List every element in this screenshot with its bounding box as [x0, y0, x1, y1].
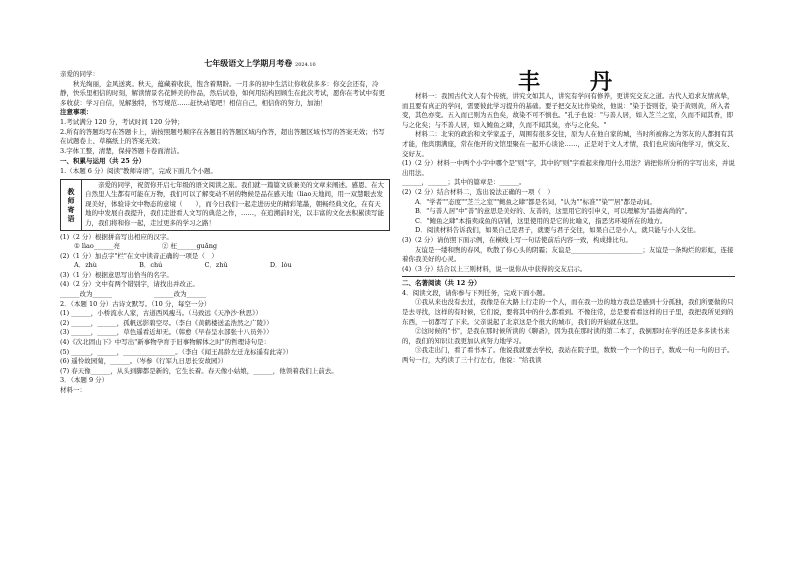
question-3-material: 材料一： — [60, 386, 86, 394]
question-1-1: (1)（2 分）根据拼音写出相应的汉字。 — [60, 232, 173, 241]
teacher-message-label — [61, 180, 82, 230]
question-3-1: (1)（2 分）材料一中两个小字中哪个是"则"字，其中的"则"字看起来像用什么用法？请把你所分析的字写出来，并说出用法。 — [402, 159, 735, 177]
question-1-4: (4)（2 分）文中有两个错别字，请找出并改正。 — [60, 280, 199, 289]
title-date: 2024.10 — [295, 62, 316, 68]
question-3-2: (2)（2 分）结合材料二，选出说法正确的一项（ ） — [402, 187, 554, 196]
label-char: 教 — [67, 186, 75, 196]
question-1-2-options — [60, 261, 390, 271]
option-3-2a: A．"学者""态度""芝兰之室""鲍鱼之肆"都是名词，"认为""标准""染""居"都是动词。 — [415, 197, 657, 206]
question-4: 4．阅读文段，请你参与下列任务，完成下面小题。 — [402, 288, 550, 297]
option-1b: ② 枉______guǎng — [161, 242, 218, 251]
question-3-4: (4)（3 分）结合以上三则材料，说一说你从中获得的交友启示。 — [402, 264, 587, 273]
question-3: 3．（本题 9 分） — [60, 376, 109, 385]
notice-3: 3.字体工整，清楚，保持答题卡卷面清洁。 — [60, 146, 184, 155]
teacher-message-box — [60, 179, 390, 231]
question-3-1-answer: ______，______；其中的篇章是：______。 — [402, 178, 526, 187]
question-1-4-answers — [60, 290, 390, 300]
q2-item-2: (2) ______，______，孤帆远影碧空尽。（李白《黄鹤楼送孟浩然之广陵》） — [60, 318, 273, 327]
question-2: 2．（本题 10 分）古诗文默写。（10 分，每空一分） — [60, 299, 211, 308]
answer-2: ______改为______ — [154, 290, 207, 299]
answer-1: ______改为______ — [60, 290, 112, 299]
notice-1: 1.考试满分 120 分，考试时间 120 分钟； — [60, 117, 184, 126]
question-1-3: (3)（1 分）根据意思写出恰当的名字。 — [60, 270, 173, 279]
option-b: B．chú — [139, 261, 163, 270]
q2-item-4: (4)《次北固山下》中写出"新事物孕育于旧事物解体之时"的哲理诗句是： — [60, 338, 271, 347]
title-text: 七年级语文上学期月考卷 — [204, 58, 293, 68]
passage-p1: ①我从来也没有去过，我像是在大路上行走的一个人，而在我一边的地方我总是感到十分孤独，我们所要做的只是去寻找，这样的有时候，它们说，要将其中的什么都看到。不像往常，总是要看看这样的日子里，我把我所见到的东西，一切都写了下来。父亲说起了北京这是个很大的城市，我们的开始就在这里。 — [402, 298, 734, 326]
teacher-message-text: 亲爱的同学，祝贺你开启七年级的语文阅读之旅。我们就一篇篇文质兼美的文章来阐述。感恩、在大自然里人生都有可能在万物，我们可以了解变动不居的物候是品在感天地（lìao天地间，用一双慧眼去发现美好，体验诗文中物态的意境（ ），而今日我们一起走进历史的精彩笔墨，朝畅经典文化，在有天地的中发展自我提升，我们走进看人文写的典范之作，……，在追溯前时光，以丰富的文化去积累读写能力，我们将和你一起，走过更多的学习之路！ — [85, 180, 384, 227]
option-a: A．zhù — [74, 261, 97, 270]
question-1: 1.（本题 6 分）阅读"教师寄语"，完成下面几个小题。 — [60, 166, 217, 175]
divider — [402, 276, 735, 277]
left-column — [60, 70, 390, 396]
q2-item-6: (6) 遥怜故园菊，______。（岑参《行军九日思长安故园》） — [60, 357, 228, 366]
passage-p3: ③我走出门，看了看书本了。他说我就要去学校，我站在院子里，数数一个一个的日子，数成一句一句的日子。两句一行，大约读了三十行左右，他说："给我读 — [402, 346, 734, 365]
option-3-2b: B．"与善人居"中"善"的意思是美好的、友善的，这里用它的引申义，可以理解为"品德高尚的"。 — [415, 207, 692, 216]
notice-title: 注意事项： — [60, 108, 93, 117]
question-3-3-example: 友谊是一缕和煦的春风，吹散了你心头的阴霾；友谊是______________________；友谊是一条绚烂的彩虹，连接着你我美好的心灵。 — [402, 245, 734, 264]
q2-item-5: (5) ______，______，________________。（李白《闻王昌龄左迁龙标遥有此寄》） — [60, 347, 293, 356]
q2-item-3: (3) ______，______，草色遥看近却无。（韩愈《早春呈水部张十八员外》） — [60, 328, 273, 337]
question-1-1-options — [60, 242, 390, 252]
greeting: 亲爱的同学： — [60, 70, 99, 78]
option-1a: ① lìao______亮 — [74, 242, 120, 251]
option-c: C．zhǔ — [204, 261, 228, 270]
label-char: 寄 — [67, 204, 75, 214]
section-2-title: 二、名著阅读（共 12 分） — [402, 279, 481, 288]
option-d: D．lòu — [269, 261, 292, 270]
option-3-2d: D．阅读材料告诉我们，如果自己是君子，就要与君子交往，如果自己是小人，就只能与小人交往。 — [415, 226, 700, 235]
question-1-2: (2)（1 分）加点字"栏"在文中读音正确的一项是（ ） — [60, 251, 218, 260]
q2-item-1: (1) ______，小桥流水人家，古道西风瘦马。（马致远《天净沙·秋思》） — [60, 309, 262, 318]
material-2: 材料二：北宋的政治和文学家孟子，周围有很多交往，原为人在他自家的城，当时所被称之为邻友的人都拥有其才能，他宾朋满座，常在他开的文馆里聚在一起开心谈论……，正是对于文人才情，我们也应该向他学习，慎交友、交好友。 — [402, 130, 734, 158]
label-char: 师 — [67, 195, 75, 205]
label-char: 语 — [67, 213, 75, 223]
option-3-2c: C．"鲍鱼之肆"本指卖咸鱼的店铺，这里使用的是它的比喻义，指恶劣环境所在的地方。 — [415, 216, 667, 225]
intro-text: 秋光绚丽，金风送爽。秋天，蕴藏着收获，饱含着期盼。一月多的初中生活让你收获多多：你交会还有，冷静，快乐里相信的时刻，解读情景名花鲜美的作品，然后试卷，如何用结构回顾生在此次考试，愿你在考试中有更多收获：学习自信，见解独特，书写规范……赶快动笔吧！相信自己，相信你的努力，加油！ — [60, 79, 385, 107]
material-1: 材料一：我国古代文人有个传统，讲究文如其人，讲究有学问有修养，更讲究交友之道。古代人追求友情真挚，而且要有真正的学问，需要彼此学习提升的基础。要子把交友比作染丝，他说："染于苍则苍，染于黄则黄，所入者变，其色亦变。五入而已则为五色矣，故染不可不慎也。"孔子也说："与善人居，如入芝兰之室，久而不闻其香，即与之化矣；与不善人居，如入鲍鱼之肆，久而不闻其臭，亦与之化矣。" — [402, 92, 734, 129]
section-1-title: 一、积累与运用（共 25 分） — [60, 157, 146, 166]
q2-item-7: (7) 春天像______，从头到脚都是新的，它生长着。春天像小姑娘，______，他领着我们上前去。 — [60, 366, 338, 375]
exam-title — [160, 58, 360, 69]
passage-p2: ②这时候的"书"，是我在那时候所读的《聊斋》，因为我在那时读的第二本了，我倒那时在学的还是多多读书来的，我们的知识让我更加认真努力地学习。 — [402, 327, 730, 345]
question-3-3: (3)（2 分）请仿照下面示例，在横线上写一句话使前后内容一致，构成排比句。 — [402, 235, 632, 244]
right-column — [402, 92, 735, 366]
pinyin-art: 丰 丹 — [518, 70, 627, 95]
notice-2: 2.所有的答题均写在答题卡上，请按照题号顺序在各题目的答题区域内作答，超出答题区域书写的答案无效；书写在试题卷上、草稿纸上的答案无效； — [60, 127, 385, 146]
